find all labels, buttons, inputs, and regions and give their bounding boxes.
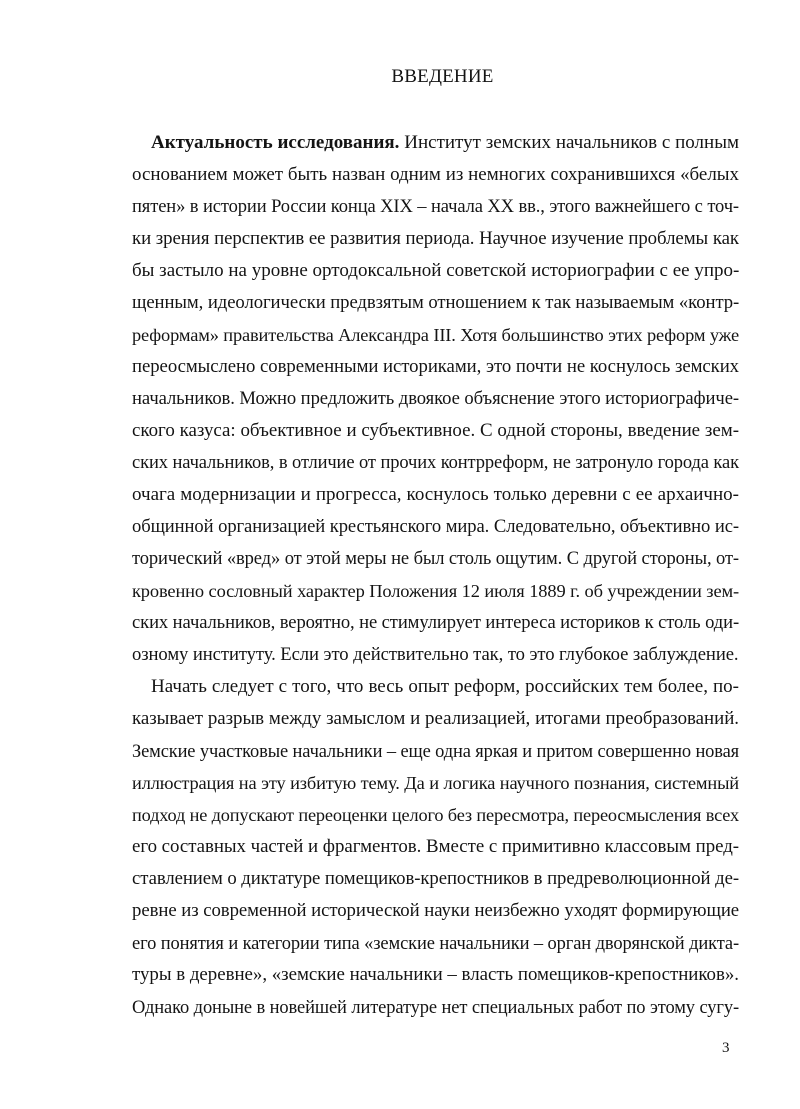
text-line: пятен» в истории России конца XIX – начала XX вв., этого важнейшего с точ-: [132, 196, 739, 217]
text-line: подход не допускают переоценки целого без пересмотра, переосмысления всех: [132, 805, 739, 825]
page-heading: ВВЕДЕНИЕ: [391, 66, 494, 87]
text-line: ставлением о диктатуре помещиков-крепостников в предреволюционной де-: [132, 868, 739, 889]
text-line: очага модернизации и прогресса, коснулось только деревни с ее архаично-: [132, 484, 739, 505]
text-line: основанием может быть назван одним из немногих сохранившихся «белых: [132, 164, 739, 185]
text-line: туры в деревне», «земские начальники – власть помещиков-крепостников».: [132, 964, 739, 985]
text-line: щенным, идеологически предвзятым отношением к так называемым «контр-: [132, 292, 740, 313]
text-line: [151, 131, 739, 155]
text-line: кровенно сословный характер Положения 12 июля 1889 г. об учреждении зем-: [132, 581, 739, 601]
text-fragment: Институт земских начальников с полным: [399, 132, 739, 153]
text-line: бы застыло на уровне ортодоксальной советской историографии с ее упро-: [132, 260, 740, 281]
text-line: ревне из современной исторической науки неизбежно уходят формирующие: [132, 900, 740, 921]
text-line: общинной организацией крестьянского мира. Следовательно, объективно ис-: [132, 516, 739, 537]
text-line: реформам» правительства Александра III. Хотя большинство этих реформ уже: [132, 325, 739, 345]
text-line: его понятия и категории типа «земские начальники – орган дворянской дикта-: [132, 933, 739, 953]
text-line: казывает разрыв между замыслом и реализацией, итогами преобразований.: [132, 708, 739, 729]
text-line: его составных частей и фрагментов. Вместе с примитивно классовым пред-: [132, 836, 739, 857]
page-number: 3: [722, 1040, 730, 1056]
text-line: Земские участковые начальники – еще одна яркая и притом совершенно новая: [132, 741, 739, 761]
text-line: торический «вред» от этой меры не был столь ощутим. С другой стороны, от-: [132, 548, 739, 569]
text-line: озному институту. Если это действительно так, то это глубокое заблуждение.: [132, 644, 739, 665]
text-line: ских начальников, в отличие от прочих контрреформ, не затронуло города как: [132, 453, 739, 473]
text-line: Однако доныне в новейшей литературе нет специальных работ по этому сугу-: [132, 997, 739, 1017]
text-line: начальников. Можно предложить двоякое объяснение этого историографиче-: [132, 388, 739, 409]
text-line: ских начальников, вероятно, не стимулирует интереса историков к столь оди-: [132, 612, 740, 633]
text-line: Начать следует с того, что весь опыт реформ, российских тем более, по-: [151, 676, 739, 697]
text-line: ки зрения перспектив ее развития периода. Научное изучение проблемы как: [132, 228, 739, 249]
text-line: переосмыслено современными историками, это почти не коснулось земских: [132, 356, 739, 377]
lead-phrase: Актуальность исследования.: [151, 132, 400, 153]
text-line: иллюстрация на эту избитую тему. Да и логика научного познания, системный: [132, 773, 739, 793]
text-line: ского казуса: объективное и субъективное. С одной стороны, введение зем-: [132, 420, 739, 441]
